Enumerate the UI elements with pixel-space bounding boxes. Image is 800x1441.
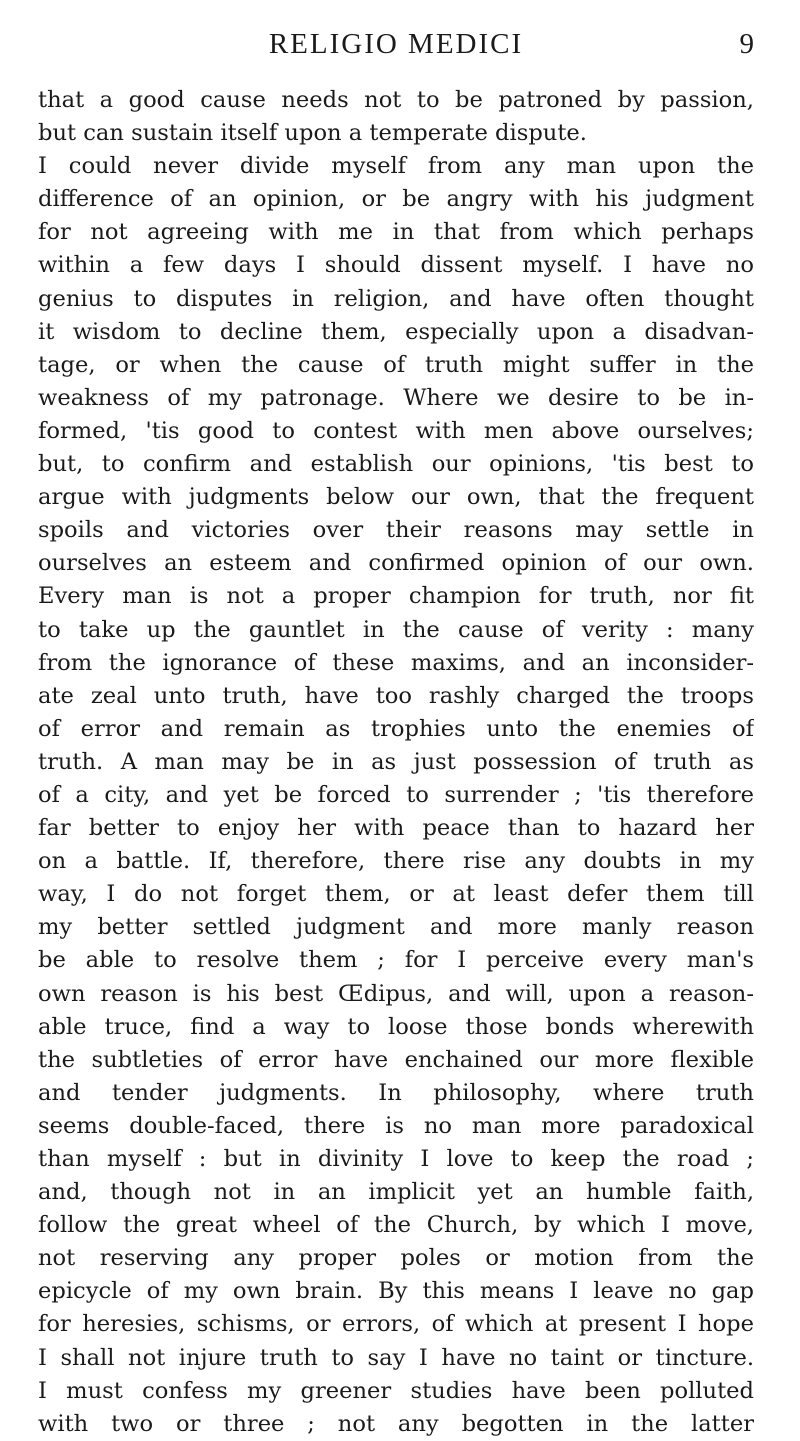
- text-line: from the ignorance of these maxims, and an inconsider-: [38, 649, 754, 676]
- running-title: RELIGIO MEDICI: [268, 28, 524, 60]
- text-line: with two or three ; not any begotten in the latter: [38, 1410, 754, 1437]
- text-line: I shall not injure truth to say I have no taint or tincture.: [38, 1344, 754, 1371]
- text-line: ate zeal unto truth, have too rashly charged the troops: [38, 682, 754, 709]
- text-line: within a few days I should dissent myself. I have no: [38, 252, 754, 279]
- text-line: I must confess my greener studies have been polluted: [38, 1377, 754, 1404]
- text-line: argue with judgments below our own, that the frequent: [38, 484, 754, 511]
- text-line: be able to resolve them ; for I perceive every man's: [38, 947, 754, 974]
- text-line: spoils and victories over their reasons may settle in: [38, 517, 754, 544]
- text-line: but can sustain itself upon a temperate dispute.: [38, 120, 587, 147]
- text-line: of error and remain as trophies unto the enemies of: [38, 715, 754, 742]
- text-line: tage, or when the cause of truth might suffer in the: [38, 351, 754, 378]
- text-line: for not agreeing with me in that from which perhaps: [38, 219, 754, 246]
- text-line: weakness of my patronage. Where we desire to be in-: [38, 384, 754, 411]
- text-line: follow the great wheel of the Church, by which I move,: [38, 1212, 754, 1239]
- text-line: but, to confirm and establish our opinions, 'tis best to: [38, 451, 754, 478]
- text-line: Every man is not a proper champion for truth, nor fit: [38, 583, 754, 610]
- text-line: my better settled judgment and more manly reason: [38, 914, 754, 941]
- text-line: than myself : but in divinity I love to keep the road ;: [38, 1146, 754, 1172]
- page-number: 9: [739, 28, 754, 60]
- text-line: not reserving any proper poles or motion from the: [38, 1245, 754, 1272]
- text-line: able truce, find a way to loose those bonds wherewith: [38, 1013, 754, 1040]
- text-line: difference of an opinion, or be angry with his judgment: [38, 186, 754, 213]
- text-line: and, though not in an implicit yet an humble faith,: [38, 1179, 754, 1206]
- text-line: genius to disputes in religion, and have often thought: [38, 285, 754, 312]
- text-line: truth. A man may be in as just possession of truth as: [38, 748, 754, 775]
- text-line: that a good cause needs not to be patroned by passion,: [38, 87, 754, 113]
- text-line: ourselves an esteem and confirmed opinion of our own.: [38, 550, 754, 577]
- text-line: own reason is his best Œdipus, and will, upon a reason-: [38, 980, 754, 1007]
- text-line: of a city, and yet be forced to surrender ; 'tis therefore: [38, 781, 754, 808]
- body-text: [38, 84, 754, 1441]
- page-header: [38, 26, 754, 62]
- text-line: formed, 'tis good to contest with men above ourselves;: [38, 417, 754, 444]
- text-line: the subtleties of error have enchained our more flexible: [38, 1046, 754, 1073]
- text-line: seems double-faced, there is no man more paradoxical: [38, 1112, 754, 1139]
- text-line: for heresies, schisms, or errors, of which at present I hope: [38, 1311, 754, 1338]
- text-line: epicycle of my own brain. By this means I leave no gap: [38, 1278, 754, 1305]
- text-line: it wisdom to decline them, especially upon a disadvan-: [38, 318, 754, 345]
- text-line: far better to enjoy her with peace than to hazard her: [38, 815, 754, 842]
- text-line: way, I do not forget them, or at least defer them till: [38, 881, 754, 908]
- text-line: to take up the gauntlet in the cause of verity : many: [38, 616, 754, 643]
- text-line: on a battle. If, therefore, there rise any doubts in my: [38, 848, 754, 875]
- text-line: I could never divide myself from any man upon the: [38, 153, 754, 180]
- text-line: and tender judgments. In philosophy, where truth: [38, 1079, 754, 1106]
